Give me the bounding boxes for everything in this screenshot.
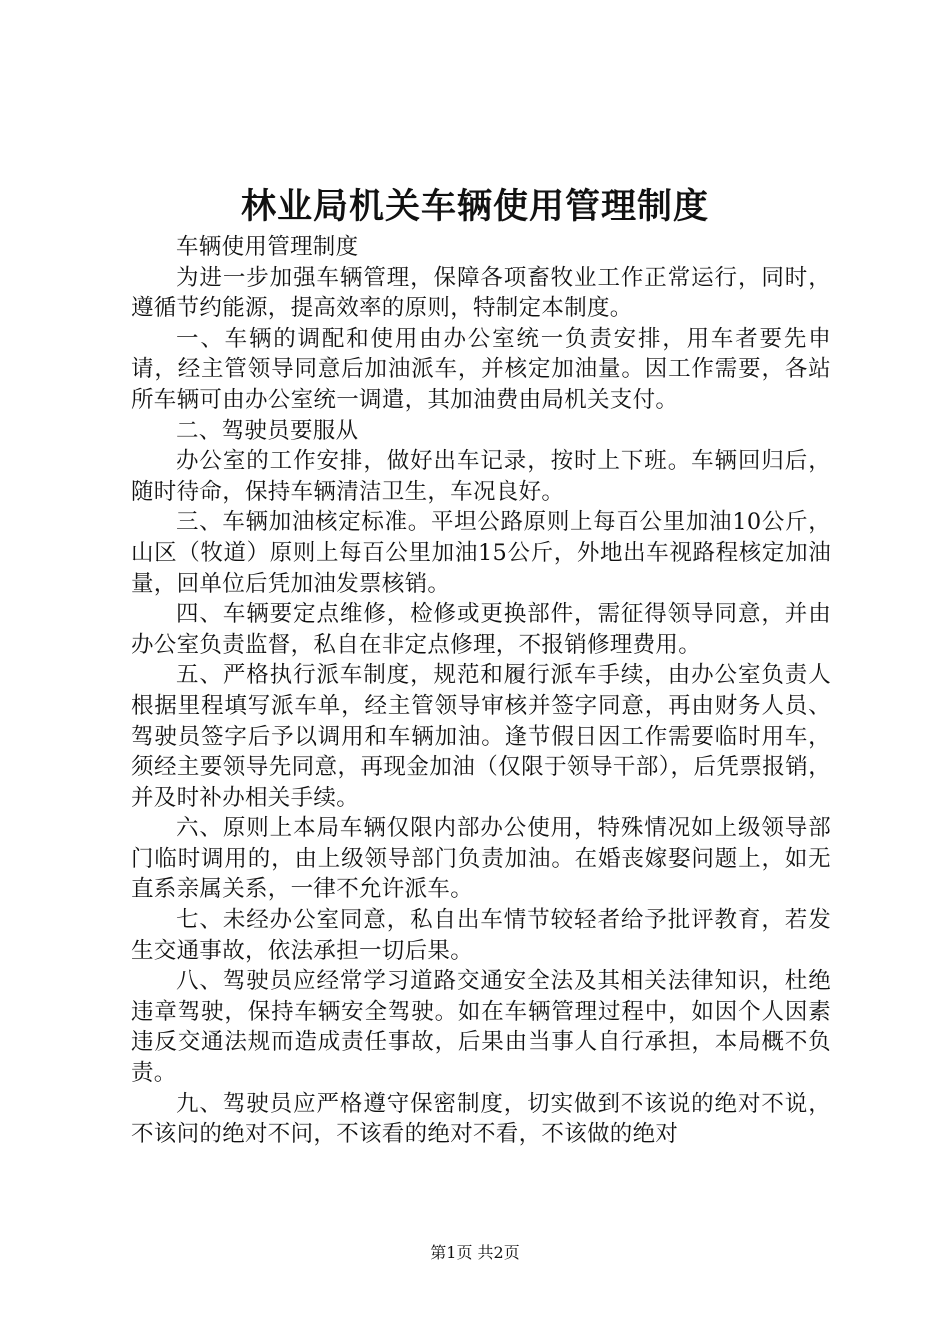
paragraph-item-3: 三、车辆加油核定标准。平坦公路原则上每百公里加油10公斤，山区（牧道）原则上每百公里加油15公斤，外地出车视路程核定加油量，回单位后凭加油发票核销。 xyxy=(131,509,831,597)
document-body xyxy=(131,232,831,1150)
paragraph-item-2-heading: 二、驾驶员要服从 xyxy=(176,417,359,444)
paragraph-item-8: 八、驾驶员应经常学习道路交通安全法及其相关法律知识，杜绝违章驾驶，保持车辆安全驾驶。如在车辆管理过程中，如因个人因素违反交通法规而造成责任事故，后果由当事人自行承担，本局概不负责。 xyxy=(131,968,831,1087)
paragraph-item-2: 办公室的工作安排，做好出车记录，按时上下班。车辆回归后，随时待命，保持车辆清洁卫生，车况良好。 xyxy=(131,448,831,505)
paragraph-item-5: 五、严格执行派车制度，规范和履行派车手续，由办公室负责人根据里程填写派车单，经主管领导审核并签字同意，再由财务人员、驾驶员签字后予以调用和车辆加油。逢节假日因工作需要临时用车，须经主要领导先同意，再现金加油（仅限于领导干部），后凭票报销，并及时补办相关手续。 xyxy=(131,662,831,811)
paragraph-subtitle: 车辆使用管理制度 xyxy=(176,234,359,260)
paragraph-intro: 为进一步加强车辆管理，保障各项畜牧业工作正常运行，同时，遵循节约能源，提高效率的原则，特制定本制度。 xyxy=(131,264,831,322)
paragraph-item-6: 六、原则上本局车辆仅限内部办公使用，特殊情况如上级领导部门临时调用的，由上级领导部门负责加油。在婚丧嫁娶问题上，如无直系亲属关系，一律不允许派车。 xyxy=(131,815,831,903)
paragraph-item-1: 一、车辆的调配和使用由办公室统一负责安排，用车者要先申请，经主管领导同意后加油派车，并核定加油量。因工作需要，各站所车辆可由办公室统一调遣，其加油费由局机关支付。 xyxy=(131,325,831,413)
paragraph-item-7: 七、未经办公室同意，私自出车情节较轻者给予批评教育，若发生交通事故，依法承担一切后果。 xyxy=(131,907,831,964)
paragraph-item-4: 四、车辆要定点维修，检修或更换部件，需征得领导同意，并由办公室负责监督，私自在非定点修理，不报销修理费用。 xyxy=(131,601,831,658)
page-number-footer: 第1页 共2页 xyxy=(430,1243,520,1262)
paragraph-item-9: 九、驾驶员应严格遵守保密制度，切实做到不该说的绝对不说，不该问的绝对不问，不该看的绝对不看，不该做的绝对 xyxy=(131,1090,831,1148)
document-title: 林业局机关车辆使用管理制度 xyxy=(240,187,709,227)
